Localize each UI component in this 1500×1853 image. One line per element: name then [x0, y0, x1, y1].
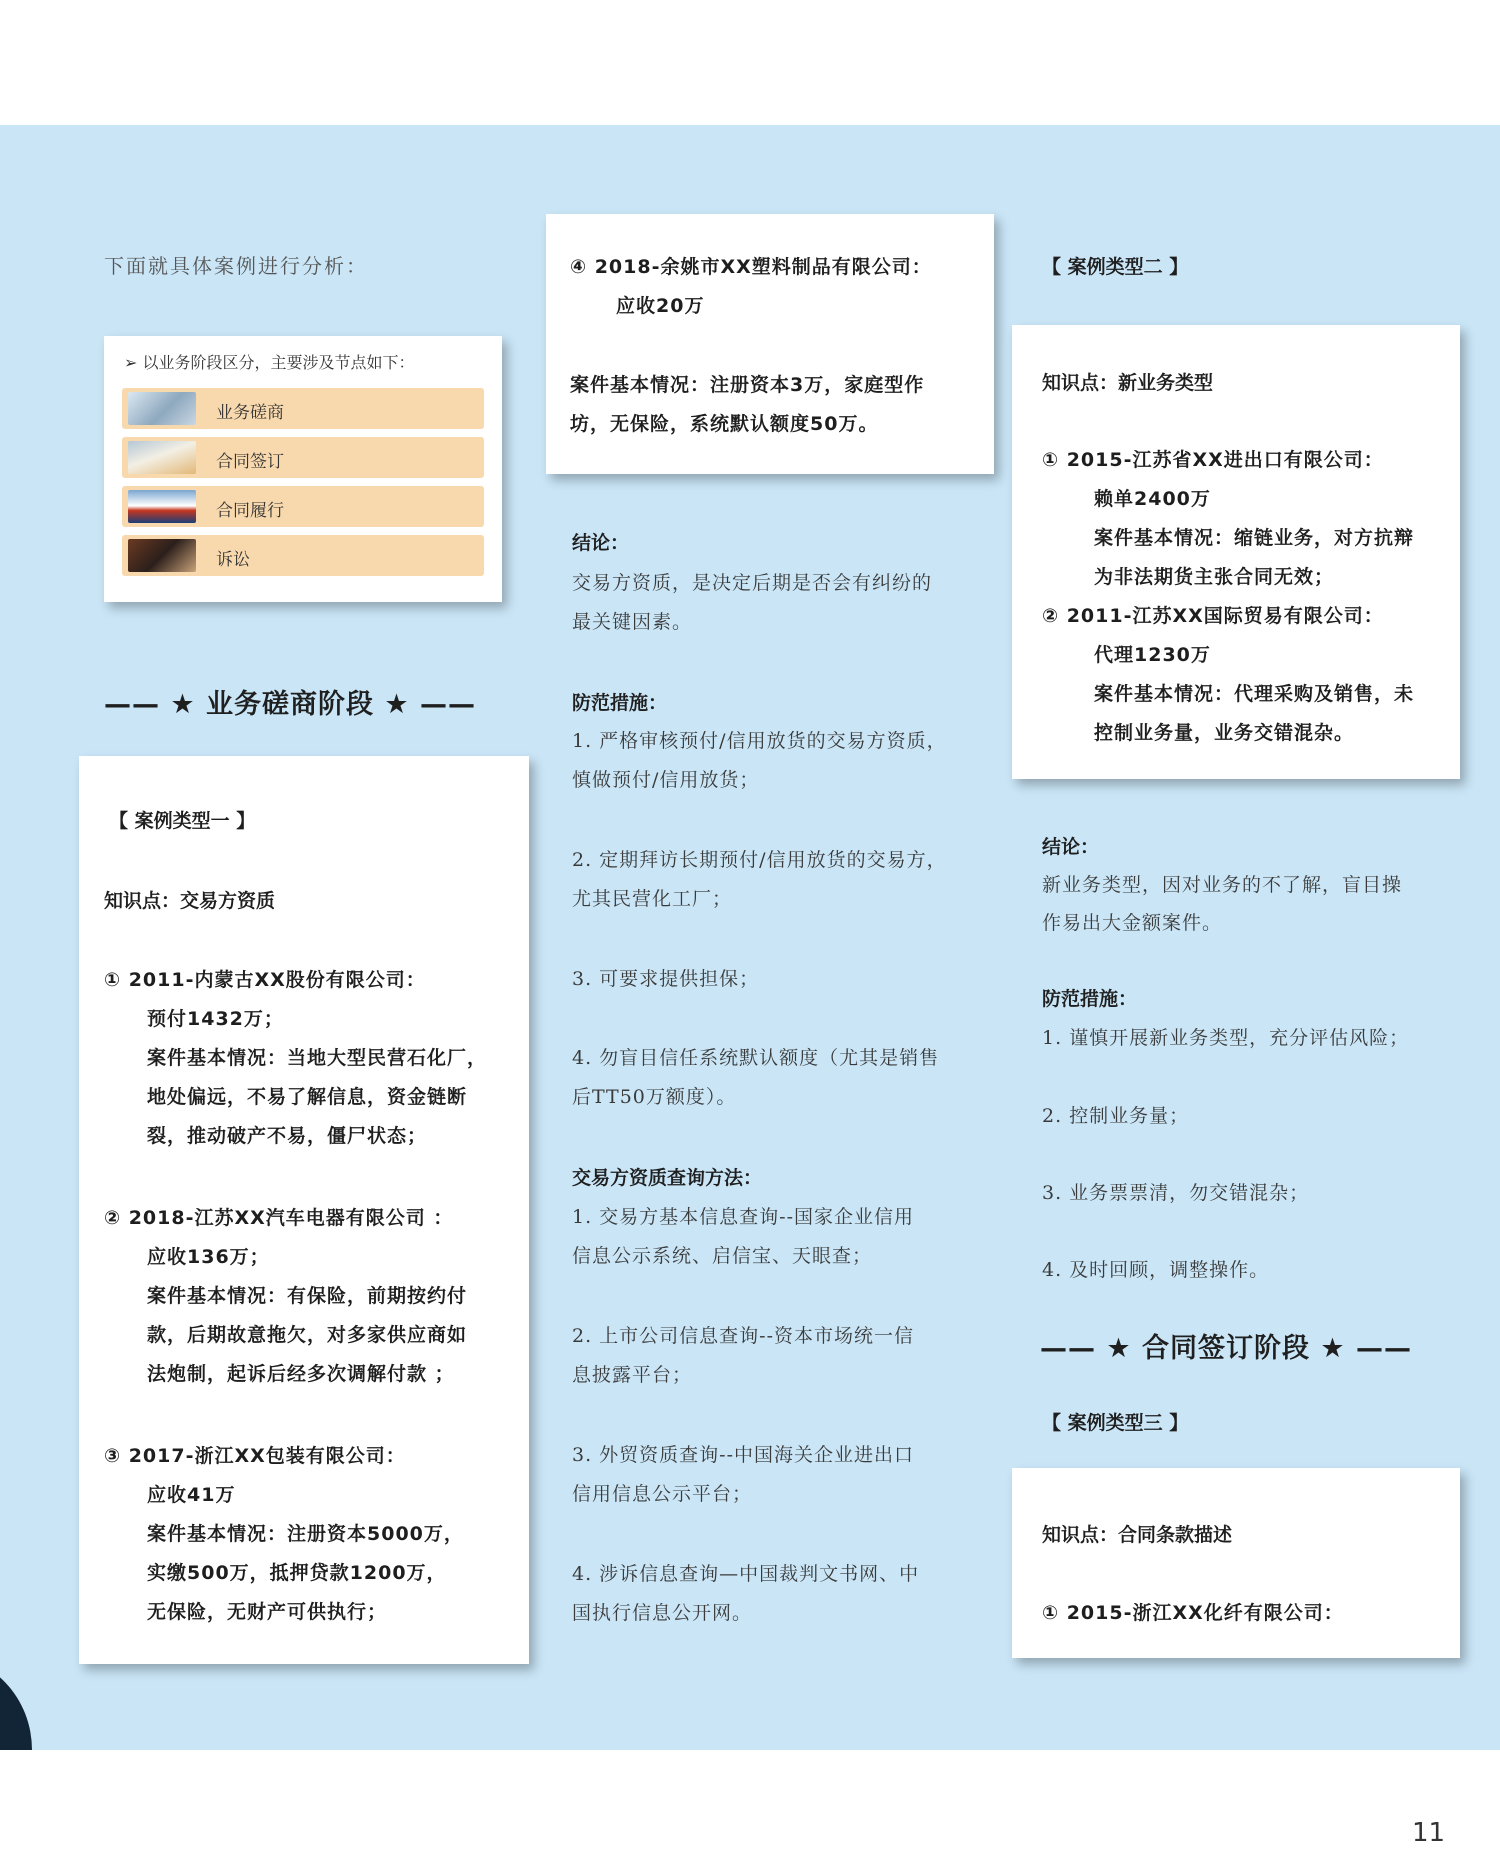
- case-heading: ② 2011-江苏XX国际贸易有限公司：: [1042, 605, 1384, 627]
- stage-item-contract-performance: [122, 486, 484, 527]
- measure-item: 3. 业务票票清，勿交错混杂；: [1042, 1182, 1310, 1204]
- case-line: 控制业务量，业务交错混杂。: [1094, 722, 1355, 744]
- meeting-image: [128, 392, 196, 425]
- measure-item: 4. 及时回顾，调整操作。: [1042, 1259, 1270, 1281]
- case-line: 为非法期货主张合同无效；: [1094, 566, 1335, 588]
- measure-item: 1. 谨慎开展新业务类型，充分评估风险；: [1042, 1027, 1410, 1049]
- case-type-2-card: [1012, 325, 1460, 779]
- case-line: 案件基本情况：代理采购及销售，未: [1094, 683, 1415, 705]
- case-line: 裂，推动破产不易，僵尸状态；: [147, 1125, 428, 1147]
- case-line: 应收136万；: [147, 1246, 270, 1268]
- case-line: 款，后期故意拖欠，对多家供应商如: [147, 1324, 468, 1346]
- case-heading: ① 2011-内蒙古XX股份有限公司：: [104, 969, 426, 991]
- query-item: 3. 外贸资质查询--中国海关企业进出口: [572, 1444, 915, 1466]
- query-item: 2. 上市公司信息查询--资本市场统一信: [572, 1325, 915, 1347]
- stage-list-card: [104, 336, 502, 602]
- case-line: 案件基本情况：注册资本5000万，: [147, 1523, 464, 1545]
- query-item: 信用信息公示平台；: [572, 1483, 753, 1505]
- case-heading: ① 2015-江苏省XX进出口有限公司：: [1042, 449, 1384, 471]
- case-heading: ④ 2018-余姚市XX塑料制品有限公司：: [570, 256, 932, 278]
- case-line: 代理1230万: [1094, 644, 1211, 666]
- case-heading: ③ 2017-浙江XX包装有限公司：: [104, 1445, 406, 1467]
- stage-label: 合同履行: [216, 501, 284, 521]
- case-line: 无保险，无财产可供执行；: [147, 1601, 388, 1623]
- case-heading: ② 2018-江苏XX汽车电器有限公司 ：: [104, 1207, 454, 1229]
- knowledge-point: 知识点：新业务类型: [1042, 372, 1214, 394]
- query-item: 信息公示系统、启信宝、天眼查；: [572, 1245, 873, 1267]
- conclusion-title: 结论：: [572, 532, 630, 554]
- case-line: 地处偏远，不易了解信息，资金链断: [147, 1086, 468, 1108]
- conclusion-line: 最关键因素。: [572, 611, 693, 633]
- query-item: 息披露平台；: [572, 1364, 693, 1386]
- case-line: 赖单2400万: [1094, 488, 1211, 510]
- measure-item: 3. 可要求提供担保；: [572, 968, 760, 990]
- stage-item-negotiation: [122, 388, 484, 429]
- case-type-title: 【 案例类型三 】: [1042, 1412, 1189, 1434]
- case-type-3-card: [1012, 1468, 1460, 1658]
- query-item: 国执行信息公开网。: [572, 1602, 753, 1624]
- section-title-contract-signing: —— ★ 合同签订阶段 ★ ——: [1040, 1333, 1413, 1364]
- stage-label: 业务磋商: [216, 403, 284, 423]
- case-line: 预付1432万；: [147, 1008, 284, 1030]
- case-type-1-card: [79, 756, 529, 1664]
- measures-title: 防范措施：: [1042, 988, 1138, 1010]
- conclusion-line: 作易出大金额案件。: [1042, 912, 1223, 934]
- case-line: 应收20万: [616, 295, 705, 317]
- knowledge-point: 知识点：合同条款描述: [1042, 1524, 1233, 1546]
- intro-text: 下面就具体案例进行分析：: [104, 254, 368, 278]
- stage-item-contract-signing: [122, 437, 484, 478]
- measure-item: 尤其民营化工厂；: [572, 888, 733, 910]
- measure-item: 1. 严格审核预付/信用放货的交易方资质，: [572, 730, 947, 752]
- case-type-title: 【 案例类型二 】: [1042, 256, 1189, 278]
- case-line: 案件基本情况：注册资本3万，家庭型作: [570, 374, 925, 396]
- case-line: 案件基本情况：当地大型民营石化厂，: [147, 1047, 488, 1069]
- stage-list-title: ➢ 以业务阶段区分，主要涉及节点如下：: [124, 353, 415, 372]
- ship-image: [128, 490, 196, 523]
- case-line: 案件基本情况：缩链业务，对方抗辩: [1094, 527, 1415, 549]
- query-item: 1. 交易方基本信息查询--国家企业信用: [572, 1206, 915, 1228]
- case-line: 应收41万: [147, 1484, 236, 1506]
- conclusion-title: 结论：: [1042, 836, 1100, 858]
- stage-label: 诉讼: [216, 550, 250, 570]
- case-line: 坊，无保险，系统默认额度50万。: [570, 413, 879, 435]
- query-item: 4. 涉诉信息查询—中国裁判文书网、中: [572, 1563, 920, 1585]
- case-4-card: [546, 214, 994, 474]
- section-title-negotiation: —— ★ 业务磋商阶段 ★ ——: [104, 689, 477, 720]
- stage-label: 合同签订: [216, 452, 284, 472]
- case-heading: ① 2015-浙江XX化纤有限公司：: [1042, 1602, 1344, 1624]
- conclusion-line: 交易方资质，是决定后期是否会有纠纷的: [572, 572, 933, 594]
- measure-item: 慎做预付/信用放货；: [572, 769, 760, 791]
- case-line: 法炮制，起诉后经多次调解付款 ；: [147, 1363, 455, 1385]
- conclusion-line: 新业务类型，因对业务的不了解，盲目操: [1042, 874, 1403, 896]
- stage-item-litigation: [122, 535, 484, 576]
- measures-title: 防范措施：: [572, 692, 668, 714]
- measure-item: 2. 定期拜访长期预付/信用放货的交易方，: [572, 849, 947, 871]
- case-line: 实缴500万，抵押贷款1200万，: [147, 1562, 447, 1584]
- case-type-title: 【 案例类型一 】: [109, 810, 256, 832]
- signing-image: [128, 441, 196, 474]
- knowledge-point: 知识点：交易方资质: [104, 890, 276, 912]
- courtroom-image: [128, 539, 196, 572]
- measure-item: 后TT50万额度）。: [572, 1086, 737, 1108]
- page-number: 11: [1412, 1818, 1446, 1848]
- measure-item: 4. 勿盲目信任系统默认额度（尤其是销售: [572, 1047, 940, 1069]
- query-title: 交易方资质查询方法：: [572, 1167, 763, 1189]
- measure-item: 2. 控制业务量；: [1042, 1105, 1190, 1127]
- case-line: 案件基本情况：有保险，前期按约付: [147, 1285, 468, 1307]
